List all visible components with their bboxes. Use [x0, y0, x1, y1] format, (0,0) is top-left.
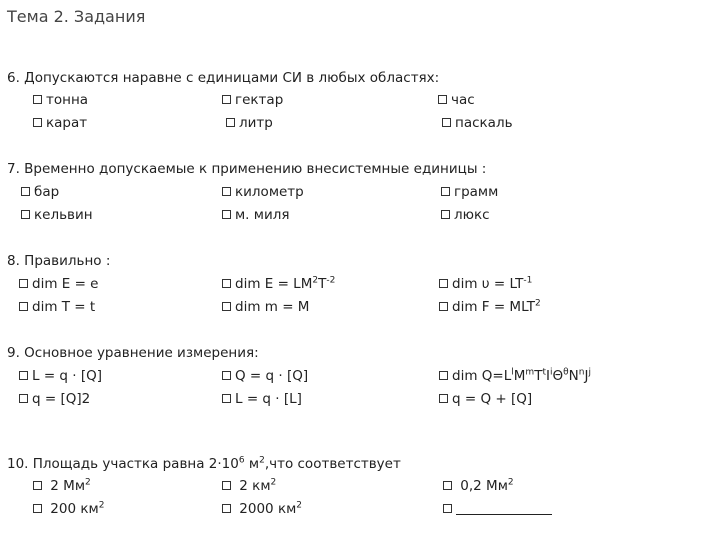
checkbox-icon[interactable]	[33, 95, 42, 104]
checkbox-icon[interactable]	[439, 279, 448, 288]
checkbox-icon[interactable]	[33, 118, 42, 127]
q9-option-3[interactable]: dim $Q=L^lM^mT^tI^i\Theta^\theta N^nJ^j$	[439, 368, 591, 384]
q6-option-hectare[interactable]: гектар	[222, 92, 283, 108]
page-title: Тема 2. Задания	[7, 7, 146, 26]
answer-blank-line[interactable]	[456, 502, 552, 515]
q6-option-tonna[interactable]: тонна	[33, 92, 88, 108]
checkbox-icon[interactable]	[33, 481, 42, 490]
q6-option-hour[interactable]: час	[438, 92, 475, 108]
q10-option-3[interactable]: 0,2 $Мм^2$	[443, 478, 514, 494]
q10-option-1[interactable]: 2 $Мм^2$	[33, 478, 91, 494]
checkbox-icon[interactable]	[443, 481, 452, 490]
checkbox-icon[interactable]	[441, 210, 450, 219]
checkbox-icon[interactable]	[226, 118, 235, 127]
q7-option-lux[interactable]: люкс	[441, 207, 490, 223]
checkbox-icon[interactable]	[443, 504, 452, 513]
checkbox-icon[interactable]	[19, 394, 28, 403]
q8-option-2[interactable]: dim $E = LM^2T^{-2}$	[222, 276, 335, 292]
q6-option-pascal[interactable]: паскаль	[442, 115, 513, 131]
checkbox-icon[interactable]	[438, 95, 447, 104]
q9-option-5[interactable]: L = q · [L]	[222, 391, 302, 407]
checkbox-icon[interactable]	[222, 95, 231, 104]
q10-option-6[interactable]	[443, 501, 552, 517]
checkbox-icon[interactable]	[439, 302, 448, 311]
checkbox-icon[interactable]	[222, 279, 231, 288]
checkbox-icon[interactable]	[439, 371, 448, 380]
question-8: 8. Правильно :	[7, 253, 111, 269]
q7-option-nautical-mile[interactable]: м. миля	[222, 207, 289, 223]
q6-option-liter[interactable]: литр	[226, 115, 273, 131]
q9-option-4[interactable]: q = [Q]2	[19, 391, 90, 407]
q9-option-1[interactable]: L = q · [Q]	[19, 368, 102, 384]
checkbox-icon[interactable]	[222, 504, 231, 513]
q8-option-3[interactable]: dim $\upsilon = LT^{-1}$	[439, 276, 532, 292]
checkbox-icon[interactable]	[19, 371, 28, 380]
q9-option-2[interactable]: Q = q · [Q]	[222, 368, 308, 384]
checkbox-icon[interactable]	[222, 394, 231, 403]
checkbox-icon[interactable]	[222, 481, 231, 490]
q8-option-1[interactable]: dim E = e	[19, 276, 99, 292]
question-9: 9. Основное уравнение измерения:	[7, 345, 259, 361]
q7-option-kelvin[interactable]: кельвин	[21, 207, 93, 223]
q7-option-kilometer[interactable]: километр	[222, 184, 304, 200]
checkbox-icon[interactable]	[222, 302, 231, 311]
checkbox-icon[interactable]	[21, 187, 30, 196]
q8-option-4[interactable]: dim T = t	[19, 299, 95, 315]
q8-option-6[interactable]: dim $F = MLT^2$	[439, 299, 541, 315]
checkbox-icon[interactable]	[222, 210, 231, 219]
checkbox-icon[interactable]	[19, 302, 28, 311]
question-7: 7. Временно допускаемые к применению внесистемные единицы :	[7, 161, 487, 177]
q8-option-5[interactable]: dim m = M	[222, 299, 309, 315]
checkbox-icon[interactable]	[33, 504, 42, 513]
q9-option-6[interactable]: q = Q + [Q]	[439, 391, 532, 407]
q6-option-carat[interactable]: карат	[33, 115, 87, 131]
q10-option-4[interactable]: 200 $км^2$	[33, 501, 104, 517]
question-10: 10. Площадь участка равна $2\cdot 10^6$ $м^2,что$ соответствует	[7, 455, 401, 472]
checkbox-icon[interactable]	[441, 187, 450, 196]
question-6: 6. Допускаются наравне с единицами СИ в любых областях:	[7, 70, 440, 86]
checkbox-icon[interactable]	[21, 210, 30, 219]
q7-option-gram[interactable]: грамм	[441, 184, 498, 200]
checkbox-icon[interactable]	[442, 118, 451, 127]
q10-option-2[interactable]: 2 $км^2$	[222, 478, 276, 494]
checkbox-icon[interactable]	[439, 394, 448, 403]
q10-option-5[interactable]: 2000 $км^2$	[222, 501, 302, 517]
checkbox-icon[interactable]	[222, 371, 231, 380]
q7-option-bar[interactable]: бар	[21, 184, 59, 200]
checkbox-icon[interactable]	[222, 187, 231, 196]
checkbox-icon[interactable]	[19, 279, 28, 288]
